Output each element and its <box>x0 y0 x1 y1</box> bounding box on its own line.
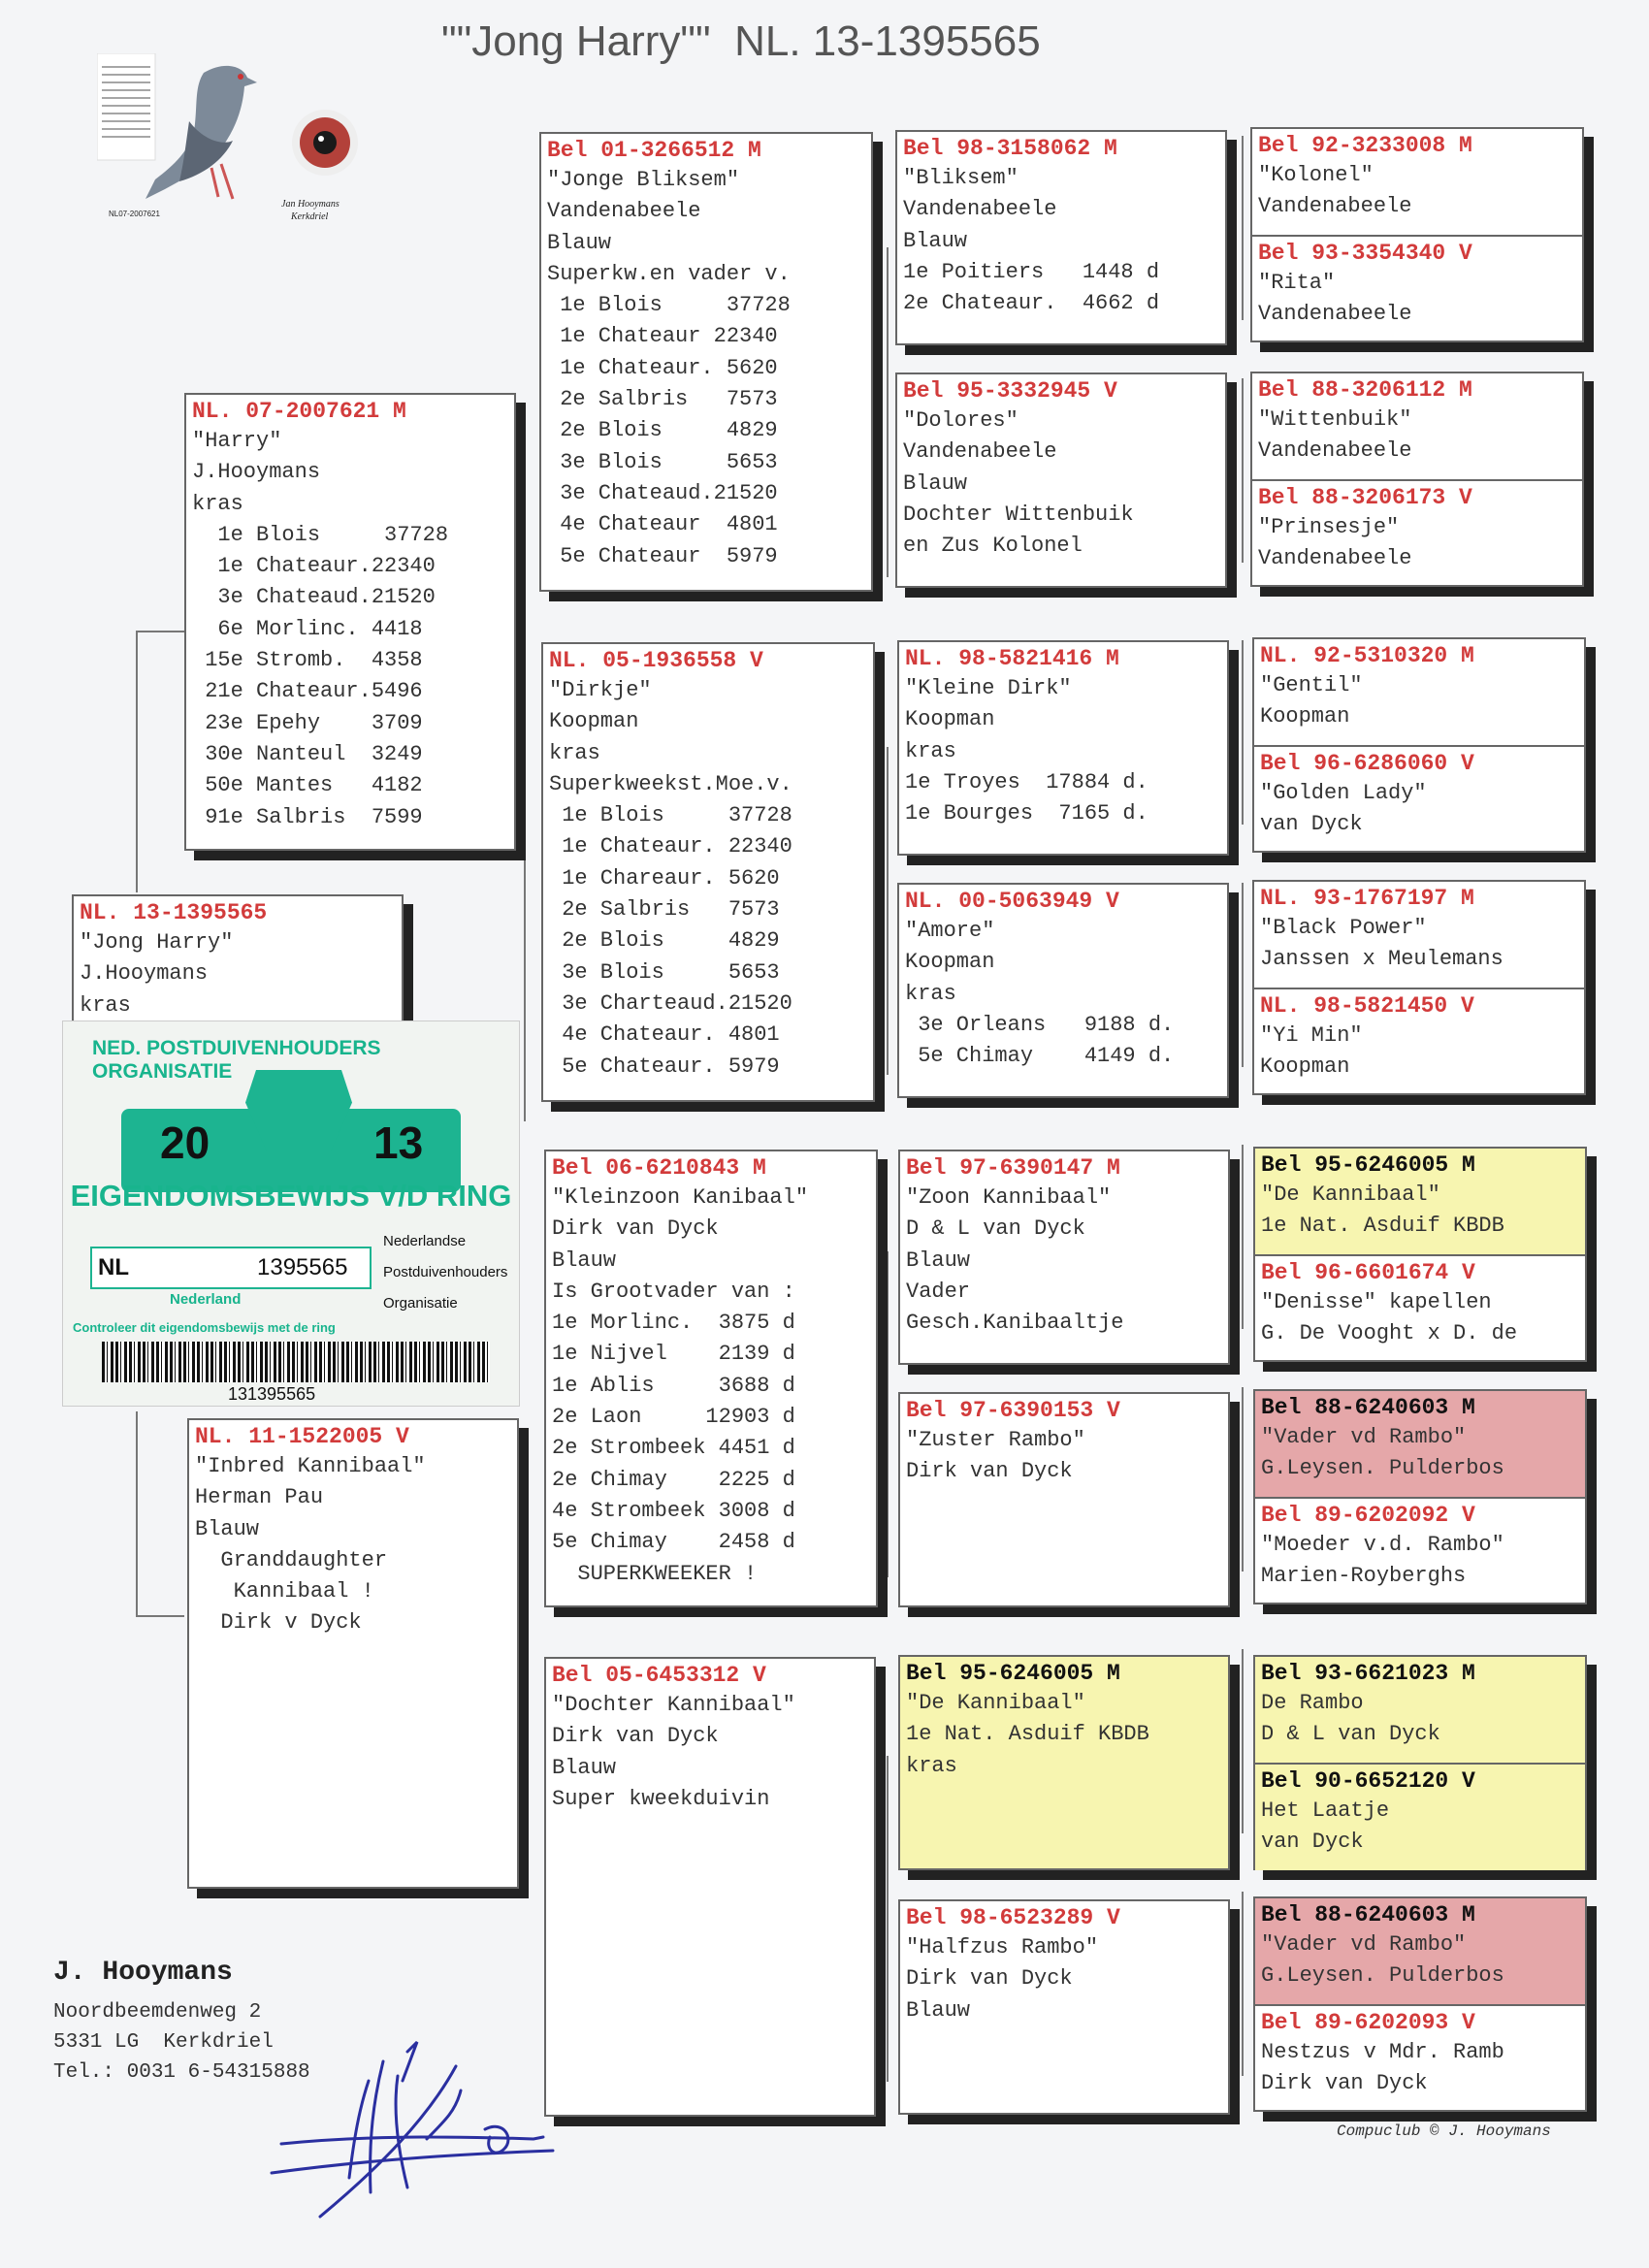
ring-number: NL. 05-1936558 V <box>549 648 763 673</box>
pigeon-info: Koopman <box>905 950 995 975</box>
pigeon-name: "Prinsesje" <box>1258 515 1400 539</box>
result-line: 1e Nijvel 2139 d <box>552 1342 795 1367</box>
connector <box>136 631 184 632</box>
pigeon-info: Superkweekst.Moe.v. <box>549 771 792 796</box>
pigeon-info: Dirk van Dyck <box>552 1216 719 1242</box>
pigeon-name: "Dolores" <box>903 408 1018 433</box>
certificate-title: EIGENDOMSBEWIJS V/D RING <box>70 1179 512 1213</box>
result-line: 21e Chateaur.5496 <box>192 679 423 704</box>
pigeon-name: "Golden Lady" <box>1260 781 1427 805</box>
pigeon-info: Super kweekduivin <box>552 1786 770 1811</box>
connector <box>524 1601 526 1890</box>
result-line: 1e Chateaur. 22340 <box>549 834 792 859</box>
ownership-certificate <box>62 1021 520 1407</box>
result-line: 5e Chimay 2458 d <box>552 1530 795 1555</box>
certificate-org-n: Nederlandse <box>383 1233 467 1249</box>
connector <box>887 247 889 577</box>
ring-number: Bel 98-6523289 V <box>906 1905 1120 1930</box>
pigeon-name: Nestzus v Mdr. Ramb <box>1261 2040 1504 2064</box>
pigeon-pair-5 <box>1253 1147 1587 1362</box>
result-line: 4e Chateaur. 4801 <box>549 1022 780 1048</box>
result-line: 2e Salbris 7573 <box>549 897 780 923</box>
pigeon-info: kras <box>905 738 956 763</box>
result-line: 1e Poitiers 1448 d <box>903 259 1160 284</box>
owner-city: 5331 LG Kerkdriel <box>53 2031 274 2054</box>
pigeon-box-ggp8 <box>898 1899 1230 2115</box>
result-line: 2e Laon 12903 d <box>552 1405 795 1430</box>
pigeon-pair-1 <box>1250 127 1584 342</box>
result-line: 3e Charteaud.21520 <box>549 990 792 1016</box>
certificate-number: 1395565 <box>257 1254 348 1280</box>
ring-number: NL. 98-5821450 V <box>1260 993 1474 1019</box>
pigeon-info: Kannibaal ! <box>195 1579 374 1604</box>
pigeon-info: D & L van Dyck <box>1261 1722 1440 1747</box>
result-line: 1e Bourges 7165 d. <box>905 801 1148 826</box>
connector <box>1242 640 1244 825</box>
certificate-org: NED. POSTDUIVENHOUDERS ORGANISATIE <box>92 1037 381 1083</box>
pigeon-info: Vandenabeele <box>1258 546 1412 571</box>
pigeon-info: Dochter Wittenbuik <box>903 502 1134 527</box>
ring-number: NL. 92-5310320 M <box>1260 643 1474 668</box>
pigeon-pair-4 <box>1252 880 1586 1095</box>
result-line: 1e Chateaur 22340 <box>547 324 778 349</box>
pigeon-info: van Dyck <box>1260 812 1363 837</box>
result-line: 5e Chateaur 5979 <box>547 543 778 568</box>
ring-number: NL. 07-2007621 M <box>192 399 406 424</box>
result-line: 1e Ablis 3688 d <box>552 1373 795 1398</box>
pigeon-name: "Halfzus Rambo" <box>906 1935 1099 1960</box>
result-line: 1e Blois 37728 <box>547 293 791 318</box>
pigeon-info: Koopman <box>549 709 639 734</box>
connector <box>1242 1892 1244 2076</box>
pigeon-name: "De Kannibaal" <box>1261 1183 1440 1207</box>
ring-number: Bel 97-6390147 M <box>906 1155 1120 1181</box>
certificate-country: NL <box>98 1254 129 1280</box>
pigeon-box-gf1 <box>539 132 873 592</box>
pigeon-info: Dirk van Dyck <box>906 1459 1073 1484</box>
pigeon-info: D & L van Dyck <box>906 1216 1085 1242</box>
result-line: 50e Mantes 4182 <box>192 773 423 798</box>
pigeon-name: "Amore" <box>905 919 995 943</box>
pigeon-info: Janssen x Meulemans <box>1260 947 1504 972</box>
pigeon-info: kras <box>80 992 131 1018</box>
result-line: 3e Blois 5653 <box>547 449 778 474</box>
ring-number: Bel 92-3233008 M <box>1258 133 1472 158</box>
signature <box>262 2023 669 2236</box>
pigeon-info: Herman Pau <box>195 1485 324 1510</box>
result-line: 2e Chimay 2225 d <box>552 1467 795 1492</box>
pigeon-info: kras <box>549 740 600 765</box>
ring-number: Bel 89-6202092 V <box>1261 1503 1475 1528</box>
pigeon-name: "Jonge Bliksem" <box>547 168 740 192</box>
pigeon-box-ggp2 <box>895 373 1227 588</box>
pigeon-box-ggp1 <box>895 130 1227 345</box>
result-line: 2e Salbris 7573 <box>547 387 778 412</box>
pigeon-info: Gesch.Kanibaaltje <box>906 1311 1124 1336</box>
ring-number: Bel 01-3266512 M <box>547 138 761 163</box>
pigeon-info: Granddaughter <box>195 1547 388 1572</box>
result-line: 23e Epehy 3709 <box>192 710 423 735</box>
connector <box>887 1756 889 2082</box>
pigeon-box-mother <box>187 1418 519 1889</box>
pigeon-pair-6 <box>1253 1389 1587 1604</box>
certificate-year-left: 20 <box>160 1118 210 1168</box>
connector <box>887 1251 889 1577</box>
connector <box>1242 1145 1244 1329</box>
pigeon-name: "Vader vd Rambo" <box>1261 1932 1467 1957</box>
ring-number: Bel 88-3206173 V <box>1258 485 1472 510</box>
connector <box>1242 883 1244 1067</box>
connector <box>136 1411 138 1615</box>
result-line: 5e Chimay 4149 d. <box>905 1044 1175 1069</box>
ring-number: Bel 95-3332945 V <box>903 378 1117 404</box>
pigeon-box-father <box>184 393 516 851</box>
pigeon-info: kras <box>905 981 956 1006</box>
connector <box>1242 136 1244 320</box>
logo-ring: NL07-2007621 <box>109 210 160 218</box>
pigeon-box-ggp3 <box>897 640 1229 856</box>
pigeon-info: Vandenabeele <box>1258 438 1412 464</box>
pigeon-info: Blauw <box>552 1755 617 1780</box>
pigeon-info: Vandenabeele <box>1258 194 1412 219</box>
pigeon-info: Vandenabeele <box>1258 302 1412 327</box>
pigeon-info: Blauw <box>903 228 968 253</box>
result-line: SUPERKWEEKER ! <box>552 1561 758 1586</box>
pigeon-info: kras <box>906 1753 957 1778</box>
result-line: 1e Troyes 17884 d. <box>905 769 1148 794</box>
connector <box>136 631 138 892</box>
pigeon-info: G.Leysen. Pulderbos <box>1261 1963 1504 1989</box>
result-line: 2e Chateaur. 4662 d <box>903 291 1160 316</box>
pigeon-box-ggp7 <box>898 1655 1230 1870</box>
pigeon-name: "Jong Harry" <box>80 930 234 955</box>
pigeon-name: "Black Power" <box>1260 916 1427 940</box>
pigeon-pair-2 <box>1250 372 1584 587</box>
pigeon-info: Superkw.en vader v. <box>547 261 791 286</box>
ring-number: NL. 93-1767197 M <box>1260 886 1474 911</box>
result-line: 1e Blois 37728 <box>549 803 792 828</box>
pigeon-box-subject <box>72 894 404 1025</box>
result-line: 1e Morlinc. 3875 d <box>552 1311 795 1336</box>
pigeon-name: "De Kannibaal" <box>906 1691 1085 1715</box>
pigeon-info: Vader <box>906 1279 971 1304</box>
pigeon-name: "Moeder v.d. Rambo" <box>1261 1533 1504 1557</box>
connector <box>1242 1649 1244 1833</box>
pigeon-name: "Kleinzoon Kanibaal" <box>552 1185 809 1210</box>
pigeon-name: De Rambo <box>1261 1691 1364 1715</box>
pigeon-name: "Zoon Kannibaal" <box>906 1185 1112 1210</box>
pigeon-name: "Dochter Kannibaal" <box>552 1693 795 1717</box>
certificate-year-right: 13 <box>373 1118 424 1168</box>
certificate-ring-field <box>90 1247 372 1289</box>
ring-number: Bel 98-3158062 M <box>903 136 1117 161</box>
pigeon-info: Vandenabeele <box>903 197 1057 222</box>
ring-number: NL. 11-1522005 V <box>195 1424 409 1449</box>
result-line: 3e Chateaud.21520 <box>547 480 778 505</box>
pigeon-info: Marien-Royberghs <box>1261 1564 1467 1589</box>
result-line: 1e Chateaur. 5620 <box>547 355 778 380</box>
pigeon-name: "Rita" <box>1258 271 1336 295</box>
connector <box>1242 378 1244 563</box>
ring-number: Bel 88-6240603 M <box>1261 1902 1475 1928</box>
result-line: 30e Nanteul 3249 <box>192 741 423 766</box>
certificate-nederland: Nederland <box>170 1291 242 1308</box>
pigeon-name: "Harry" <box>192 429 282 453</box>
ring-number: Bel 89-6202093 V <box>1261 2010 1475 2035</box>
pigeon-info: Dirk van Dyck <box>552 1724 719 1749</box>
barcode-number: 131395565 <box>228 1384 316 1404</box>
pigeon-name: "Yi Min" <box>1260 1023 1363 1048</box>
pigeon-pair-8 <box>1253 1896 1587 2112</box>
pigeon-info: Koopman <box>905 707 995 732</box>
pigeon-name: Het Laatje <box>1261 1798 1390 1823</box>
pigeon-info: Koopman <box>1260 1054 1350 1080</box>
pigeon-box-gm1 <box>541 642 875 1102</box>
pigeon-info: Blauw <box>195 1516 260 1541</box>
pigeon-info: 1e Nat. Asduif KBDB <box>1261 1214 1504 1239</box>
result-line: 1e Chareaur. 5620 <box>549 865 780 891</box>
result-line: 15e Stromb. 4358 <box>192 648 423 673</box>
logo-place: Kerkdriel <box>291 211 329 222</box>
pigeon-info: Vandenabeele <box>903 439 1057 465</box>
result-line: 5e Chateaur. 5979 <box>549 1053 780 1079</box>
pigeon-name: "Kolonel" <box>1258 163 1374 187</box>
pigeon-name: "Zuster Rambo" <box>906 1428 1085 1452</box>
certificate-org-o: Organisatie <box>383 1295 458 1312</box>
result-line: 2e Strombeek 4451 d <box>552 1436 795 1461</box>
ring-number: Bel 97-6390153 V <box>906 1398 1120 1423</box>
pigeon-info: G.Leysen. Pulderbos <box>1261 1456 1504 1481</box>
result-line: 3e Orleans 9188 d. <box>905 1012 1175 1037</box>
ring-number: Bel 96-6286060 V <box>1260 751 1474 776</box>
pigeon-box-ggp4 <box>897 883 1229 1098</box>
pigeon-info: Is Grootvader van : <box>552 1279 795 1304</box>
pigeon-info: van Dyck <box>1261 1830 1364 1855</box>
owner-name: J. Hooymans <box>53 1958 233 1988</box>
pigeon-pair-7 <box>1253 1655 1587 1870</box>
pigeon-name: "Dirkje" <box>549 678 652 702</box>
result-line: 2e Blois 4829 <box>549 928 780 954</box>
pigeon-name: "Denisse" kapellen <box>1261 1290 1492 1314</box>
connector <box>136 1615 184 1617</box>
ring-number: NL. 00-5063949 V <box>905 889 1119 914</box>
certificate-org-p: Postduivenhouders <box>383 1264 508 1280</box>
result-line: 3e Chateaud.21520 <box>192 585 436 610</box>
pigeon-info: J.Hooymans <box>80 961 209 987</box>
ring-number: Bel 88-6240603 M <box>1261 1395 1475 1420</box>
ring-number: NL. 98-5821416 M <box>905 646 1119 671</box>
owner-street: Noordbeemdenweg 2 <box>53 2001 262 2024</box>
result-line: 91e Salbris 7599 <box>192 804 423 829</box>
page-title: ""Jong Harry"" NL. 13-1395565 <box>441 17 1041 65</box>
connector <box>887 747 889 1075</box>
ring-number: Bel 05-6453312 V <box>552 1663 766 1688</box>
result-line: 1e Chateaur.22340 <box>192 554 436 579</box>
pigeon-info: Koopman <box>1260 704 1350 729</box>
connector <box>524 427 526 1121</box>
ring-number: Bel 95-6246005 M <box>906 1661 1120 1686</box>
pigeon-logo <box>97 53 369 252</box>
pigeon-name: "Wittenbuik" <box>1258 407 1412 432</box>
pigeon-box-ggp5 <box>898 1150 1230 1365</box>
result-line: 6e Morlinc. 4418 <box>192 616 423 641</box>
barcode-icon <box>102 1342 490 1382</box>
pigeon-name: "Kleine Dirk" <box>905 676 1072 700</box>
pigeon-box-ggp6 <box>898 1392 1230 1607</box>
pigeon-info: J.Hooymans <box>192 460 321 485</box>
pigeon-info: Vandenabeele <box>547 199 701 224</box>
pigeon-info: G. De Vooght x D. de <box>1261 1321 1518 1346</box>
connector <box>1242 1387 1244 1571</box>
pigeon-info: Blauw <box>903 470 968 496</box>
pigeon-name: "Vader vd Rambo" <box>1261 1425 1467 1449</box>
ring-number: Bel 06-6210843 M <box>552 1155 766 1181</box>
pigeon-name: "Gentil" <box>1260 673 1363 697</box>
certificate-control-text: Controleer dit eigendomsbewijs met de ring <box>73 1320 336 1335</box>
pigeon-info: Blauw <box>552 1247 617 1273</box>
pigeon-info: Dirk van Dyck <box>906 1966 1073 1992</box>
ring-number: Bel 95-6246005 M <box>1261 1152 1475 1178</box>
result-line: 2e Blois 4829 <box>547 418 778 443</box>
pigeon-info: 1e Nat. Asduif KBDB <box>906 1722 1149 1747</box>
pigeon-info: Dirk van Dyck <box>1261 2071 1428 2096</box>
result-line: 4e Chateaur 4801 <box>547 512 778 537</box>
pigeon-info: Blauw <box>906 1997 971 2023</box>
owner-phone: Tel.: 0031 6-54315888 <box>53 2061 310 2084</box>
result-line: 3e Blois 5653 <box>549 959 780 985</box>
pigeon-box-gf2 <box>544 1150 878 1607</box>
ring-number: NL. 13-1395565 <box>80 900 268 925</box>
pigeon-name: "Inbred Kannibaal" <box>195 1454 426 1478</box>
pigeon-pair-3 <box>1252 637 1586 853</box>
ring-number: Bel 93-3354340 V <box>1258 241 1472 266</box>
ring-number: Bel 88-3206112 M <box>1258 377 1472 403</box>
pigeon-info: Blauw <box>547 230 612 255</box>
pigeon-info: en Zus Kolonel <box>903 534 1083 559</box>
pigeon-info: kras <box>192 491 243 516</box>
ring-number: Bel 90-6652120 V <box>1261 1768 1475 1794</box>
pigeon-info: Blauw <box>906 1247 971 1273</box>
pigeon-name: "Bliksem" <box>903 166 1018 190</box>
logo-owner: Jan Hooymans <box>281 199 340 210</box>
ring-number: Bel 96-6601674 V <box>1261 1260 1475 1285</box>
pigeon-info: Dirk v Dyck <box>195 1610 362 1636</box>
result-line: 1e Blois 37728 <box>192 522 449 547</box>
result-line: 4e Strombeek 3008 d <box>552 1498 795 1523</box>
footer-credit: Compuclub © J. Hooymans <box>1337 2122 1551 2140</box>
ring-number: Bel 93-6621023 M <box>1261 1661 1475 1686</box>
